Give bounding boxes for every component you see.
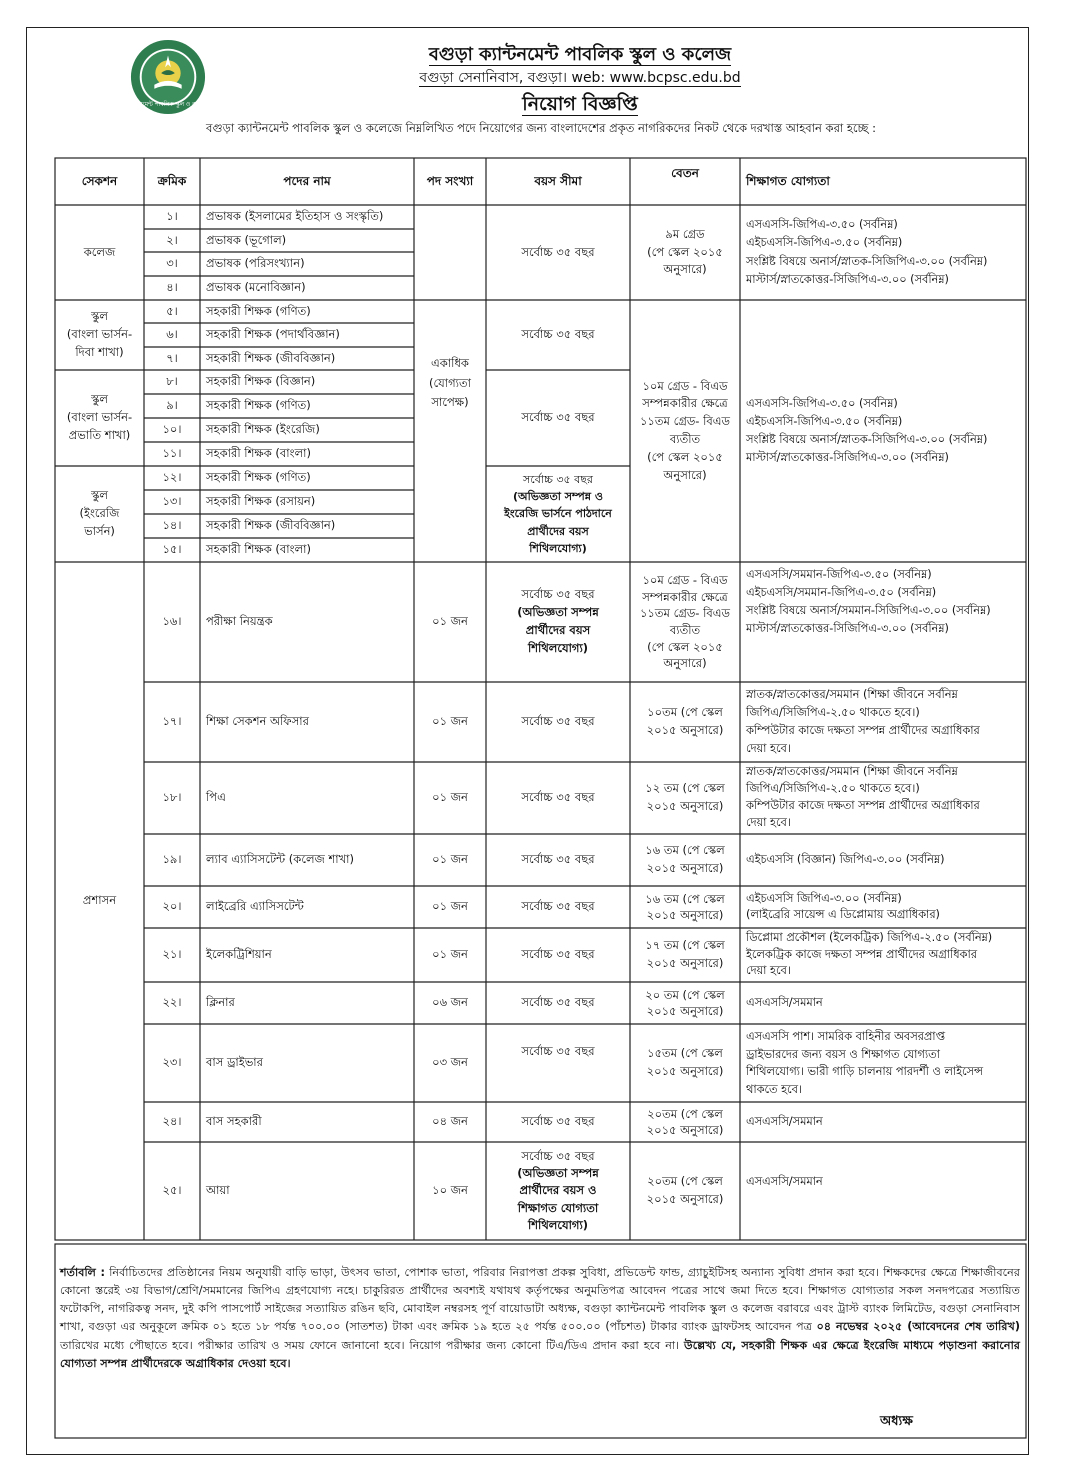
post-count-cell: ০১ জন <box>432 852 468 867</box>
salary-cell: ১৬ তম (পে স্কেল ২০১৫ অনুসারে) <box>645 891 725 922</box>
serial-cell: ১৭। <box>162 714 182 729</box>
section-college: কলেজ <box>83 244 116 259</box>
post-count-cell: ০৩ জন <box>432 1055 468 1070</box>
post-name-cell: সহকারী শিক্ষক (ইংরেজি) <box>206 422 320 437</box>
qualification-cell: এসএসসি/সমমান <box>746 995 823 1009</box>
intro-text: বগুড়া ক্যান্টনমেন্ট পাবলিক স্কুল ও কলেজে নিম্নলিখিত পদে নিয়োগের জন্য বাংলাদেশের প্রকৃত নাগরিকদের নিকট থেকে দরখাস্ত আহবান করা হচ্ছে : <box>206 121 876 135</box>
age-limit-cell: সর্বোচ্চ ৩৫ বছর <box>521 899 595 914</box>
institution-logo-icon <box>110 38 226 116</box>
post-name-cell: সহকারী শিক্ষক (বাংলা) <box>206 542 311 557</box>
post-name-cell: প্রভাষক (মনোবিজ্ঞান) <box>206 280 306 295</box>
post-count-cell: ১০ জন <box>432 1183 468 1198</box>
age-limit-cell: সর্বোচ্চ ৩৫ বছর <box>521 714 595 729</box>
post-name-cell: শিক্ষা সেকশন অফিসার <box>206 714 309 729</box>
col-header-qualification: শিক্ষাগত যোগ্যতা <box>746 174 830 189</box>
post-count-cell: ০১ জন <box>432 899 468 914</box>
post-count-cell: ০৬ জন <box>432 995 468 1010</box>
col-header-post: পদের নাম <box>283 174 331 189</box>
post-name-cell: সহকারী শিক্ষক (গণিত) <box>206 398 311 413</box>
salary-cell: ২০তম (পে স্কেল ২০১৫ অনুসারে) <box>646 1106 724 1137</box>
post-name-cell: প্রভাষক (ভূগোল) <box>206 232 287 247</box>
post-name-cell: ইলেকট্রিশিয়ান <box>206 947 272 962</box>
qualification-cell: এসএসসি/সমমান <box>746 1114 823 1128</box>
post-name-cell: আয়া <box>206 1183 230 1198</box>
logo-year: বগুড়া ক্যান্টনমেন্ট পাবলিক স্কুল ও কলেজ ১৯৭৯ <box>110 102 226 109</box>
signature-principal: অধ্যক্ষ <box>880 1414 913 1429</box>
qualification-cell: এসএসসি পাশ। সামরিক বাহিনীর অবসরপ্রাপ্ত ড্রাইভারদের জন্য বয়স ও শিক্ষাগত যোগ্যতা শিথিলযোগ্য। ভারী গাড়ি চালনায় পারদর্শী ও লাইসেন্স থাকতে হবে। <box>746 1030 983 1096</box>
serial-cell: ১৫। <box>162 542 182 557</box>
age-limit-cell: সর্বোচ্চ ৩৫ বছর <box>521 1114 595 1129</box>
serial-cell: ১৬। <box>162 614 182 629</box>
post-count-cell: ০১ জন <box>432 714 468 729</box>
post-count-cell: ০১ জন <box>432 790 468 805</box>
serial-cell: ১১। <box>162 446 182 461</box>
post-count-cell: ০৪ জন <box>432 1114 468 1129</box>
post-name-cell: পরীক্ষা নিয়ন্ত্রক <box>206 614 273 629</box>
salary-cell: ১২ তম (পে স্কেল ২০১৫ অনুসারে) <box>645 781 725 813</box>
post-count-cell: ০১ জন <box>432 947 468 962</box>
age-limit-cell: সর্বোচ্চ ৩৫ বছর <box>521 995 595 1010</box>
qualification-college: এসএসসি-জিপিএ-৩.৫০ (সর্বনিম্ন) এইচএসসি-জিপিএ-৩.৫০ (সর্বনিম্ন) সংশ্লিষ্ট বিষয়ে অনার্স/স্নাতক-সিজিপিএ-৩.০০ (সর্বনিম্ন) মাস্টার্স/স্নাতকোত্তর-সিজিপিএ-৩.০০ (সর্বনিম্ন) <box>746 218 988 286</box>
post-name-cell: বাস সহকারী <box>206 1114 262 1129</box>
qualification-cell: এইচএসসি জিপিএ-৩.০০ (সর্বনিম্ন) (লাইব্রেরি সায়েন্স এ ডিপ্লোমায় অগ্রাধিকার) <box>746 891 940 921</box>
qualification-school: এসএসসি-জিপিএ-৩.৫০ (সর্বনিম্ন) এইচএসসি-জিপিএ-৩.৫০ (সর্বনিম্ন) সংশ্লিষ্ট বিষয়ে অনার্স/স্নাতক-সিজিপিএ-৩.০০ (সর্বনিম্ন) মাস্টার্স/স্নাতকোত্তর-সিজিপিএ-৩.০০ (সর্বনিম্ন) <box>746 396 988 465</box>
post-name-cell: সহকারী শিক্ষক (গণিত) <box>206 470 311 485</box>
serial-cell: ২৫। <box>162 1183 182 1198</box>
age-limit-cell: সর্বোচ্চ ৩৫ বছর <box>521 790 595 805</box>
terms-text: নির্বাচিতদের প্রতিষ্ঠানের নিয়ম অনুযায়ী বাড়ি ভাড়া, উৎসব ভাতা, পোশাক ভাতা, পরিবার নিরাপত্তা প্রকল্প সুবিধা, প্রভিডেন্ট ফান্ড, গ্র্যাচুইটিসহ অন্যান্য সুবিধা প্রদান করা হবে। শিক্ষকদের ক্ষেত্রে শিক্ষাজীবনের কোনো স্তরেই ৩য় বিভাগ/শ্রেণি/সমমানের জিপিএ গ্রহণযোগ্য নহে। চাকুরিরত প্রার্থীদের অবশ্যই যথাযথ কর্তৃপক্ষের অনুমতিপত্র আবেদন পত্রের সাথে জমা দিতে হবে। শিক্ষাগত যোগ্যতার সকল সনদপত্রের সত্যায়িত ফটোকপি, নাগরিকত্ব সনদ, দুই কপি পাসপোর্ট সাইজের সত্যায়িত রঙিন ছবি, মোবাইল নম্বরসহ পূর্ণ বায়োডাটা অধ্যক্ষ, বগুড়া ক্যান্টনমেন্ট পাবলিক স্কুল ও কলেজ বরাবরে এবং ট্রাস্ট ব্যাংক লিমিটেড, বগুড়া সেনানিবাস শাখা, বগুড়া এর অনুকূলে ক্রমিক ০১ হতে ১৮ পর্যন্ত ৭০০.০০ (সাতশত) টাকা এবং ক্রমিক ১৯ হতে ২৫ পর্যন্ত ৫০০.০০ (পাঁচশত) টাকার ব্যাংক ড্রাফটসহ আবেদন পত্র <box>60 1266 1020 1334</box>
age-limit-cell: সর্বোচ্চ ৩৫ বছর (অভিজ্ঞতা সম্পন্ন প্রার্থীদের বয়স ও শিক্ষাগত যোগ্যতা শিথিলযোগ্য) <box>517 1148 599 1232</box>
serial-cell: ৮। <box>166 374 178 389</box>
post-name-cell: ল্যাব এ্যাসিসটেন্ট (কলেজ শাখা) <box>206 852 354 867</box>
serial-cell: ২৪। <box>162 1114 182 1129</box>
salary-cell: ১৫তম (পে স্কেল ২০১৫ অনুসারে) <box>646 1046 724 1078</box>
age-limit-school-morning: সর্বোচ্চ ৩৫ বছর <box>521 410 595 425</box>
age-limit-cell: সর্বোচ্চ ৩৫ বছর (অভিজ্ঞতা সম্পন্ন প্রার্থীদের বয়স শিথিলযোগ্য) <box>517 587 599 655</box>
qualification-cell: এসএসসি/সমমান <box>746 1174 823 1188</box>
post-name-cell: সহকারী শিক্ষক (পদার্থবিজ্ঞান) <box>206 327 340 342</box>
priority-note: উল্লেখ্য যে, সহকারী শিক্ষক এর ক্ষেত্রে ইংরেজি মাধ্যমে পড়াশুনা করানোর যোগ্যতা সম্পন্ন প্রার্থীদেরকে অগ্রাধিকার দেওয়া হবে। <box>60 1338 1020 1370</box>
salary-college: ৯ম গ্রেড (পে স্কেল ২০১৫ অনুসারে) <box>647 226 723 277</box>
age-limit-cell: সর্বোচ্চ ৩৫ বছর <box>521 1044 595 1059</box>
salary-cell: ২০তম (পে স্কেল ২০১৫ অনুসারে) <box>646 1174 724 1206</box>
col-header-count: পদ সংখ্যা <box>426 174 474 189</box>
post-name-cell: ক্লিনার <box>206 995 235 1010</box>
serial-cell: ২৩। <box>162 1055 182 1070</box>
post-name-cell: সহকারী শিক্ষক (জীববিজ্ঞান) <box>206 518 336 533</box>
salary-cell: ১০তম (পে স্কেল ২০১৫ অনুসারে) <box>646 705 724 737</box>
serial-cell: ২২। <box>162 995 182 1010</box>
serial-cell: ১। <box>166 209 178 224</box>
notice-title: নিয়োগ বিজ্ঞপ্তি <box>522 93 638 115</box>
col-header-salary: বেতন <box>671 165 699 180</box>
col-header-section: সেকশন <box>81 174 118 189</box>
section-admin: প্রশাসন <box>82 893 117 908</box>
qualification-cell: স্নাতক/স্নাতকোত্তর/সমমান (শিক্ষা জীবনে সর্বনিম্ন জিপিএ/সিজিপিএ-২.৫০ থাকতে হবে।) কম্পিউটার কাজে দক্ষতা সম্পন্ন প্রার্থীদের অগ্রাধিকার দেয়া হবে। <box>746 687 980 756</box>
serial-cell: ৭। <box>166 350 178 365</box>
age-limit-cell: সর্বোচ্চ ৩৫ বছর <box>521 947 595 962</box>
institution-address: বগুড়া সেনানিবাস, বগুড়া। web: www.bcpsc.edu.bd <box>419 70 741 86</box>
post-name-cell: সহকারী শিক্ষক (রসায়ন) <box>206 494 316 509</box>
col-header-serial: ক্রমিক <box>157 174 187 189</box>
serial-cell: ২। <box>166 232 178 247</box>
salary-cell: ২০ তম (পে স্কেল ২০১৫ অনুসারে) <box>645 987 725 1018</box>
serial-cell: ৬। <box>166 327 178 342</box>
terms-label: শর্তাবলি : <box>60 1266 106 1279</box>
serial-cell: ১০। <box>162 422 182 437</box>
section-school-bangla-morning: স্কুল (বাংলা ভার্সন- প্রভাতি শাখা) <box>66 392 133 442</box>
qualification-cell: এসএসসি/সমমান-জিপিএ-৩.৫০ (সর্বনিম্ন) এইচএসসি/সমমান-জিপিএ-৩.৫০ (সর্বনিম্ন) সংশ্লিষ্ট বিষয়ে অনার্স/সমমান-সিজিপিএ-৩.০০ (সর্বনিম্ন) মাস্টার্স/স্নাতকোত্তর-সিজিপিএ-৩.০০ (সর্বনিম্ন) <box>746 567 991 636</box>
salary-cell: ১৬ তম (পে স্কেল ২০১৫ অনুসারে) <box>645 843 725 875</box>
post-name-cell: সহকারী শিক্ষক (জীববিজ্ঞান) <box>206 350 336 365</box>
terms-and-conditions <box>60 1264 1020 1373</box>
terms-text-2: তারিখের মধ্যে পৌছাতে হবে। পরীক্ষার তারিখ ও সময় ফোনে জানানো হবে। নিয়োগ পরীক্ষার জন্য কোনো টিএ/ডিএ প্রদান করা হবে না। <box>60 1338 685 1352</box>
post-name-cell: প্রভাষক (পরিসংখ্যান) <box>206 256 305 271</box>
serial-cell: ৫। <box>166 303 178 318</box>
age-limit-college: সর্বোচ্চ ৩৫ বছর <box>521 244 595 259</box>
serial-cell: ৯। <box>166 398 178 413</box>
salary-cell: ১৭ তম (পে স্কেল ২০১৫ অনুসারে) <box>645 938 725 970</box>
institution-name: বগুড়া ক্যান্টনমেন্ট পাবলিক স্কুল ও কলেজ <box>428 44 732 65</box>
salary-school: ১০ম গ্রেড - বিএড সম্পন্নকারীর ক্ষেত্রে ১১তম গ্রেড- বিএড ব্যতীত (পে স্কেল ২০১৫ অনুসারে) <box>639 378 731 482</box>
serial-cell: ১৩। <box>162 494 182 509</box>
qualification-cell: স্নাতক/স্নাতকোত্তর/সমমান (শিক্ষা জীবনে সর্বনিম্ন জিপিএ/সিজিপিএ-২.৫০ থাকতে হবে।) কম্পিউটার কাজে দক্ষতা সম্পন্ন প্রার্থীদের অগ্রাধিকার দেয়া হবে। <box>746 765 980 829</box>
post-count-cell: ০১ জন <box>432 614 468 629</box>
serial-cell: ২১। <box>162 947 182 962</box>
serial-cell: ৪। <box>166 280 178 295</box>
qualification-cell: ডিপ্লোমা প্রকৌশল (ইলেকট্রিক) জিপিএ-২.৫০ (সর্বনিম্ন) ইলেকট্রিক কাজে দক্ষতা সম্পন্ন প্রার্থীদের অগ্রাধিকার দেয়া হবে। <box>746 931 993 978</box>
serial-cell: ৩। <box>166 256 178 271</box>
age-limit-school-day: সর্বোচ্চ ৩৫ বছর <box>521 327 595 342</box>
section-school-bangla-day: স্কুল (বাংলা ভার্সন- দিবা শাখা) <box>66 309 133 359</box>
post-name-cell: প্রভাষক (ইসলামের ইতিহাস ও সংস্কৃতি) <box>206 209 384 224</box>
serial-cell: ২০। <box>162 899 182 914</box>
col-header-age: বয়স সীমা <box>534 174 582 189</box>
application-deadline: ০৪ নভেম্বর ২০২৫ (আবেদনের শেষ তারিখ) <box>816 1320 1020 1334</box>
post-name-cell: পিএ <box>206 790 226 805</box>
age-limit-school-english: সর্বোচ্চ ৩৫ বছর (অভিজ্ঞতা সম্পন্ন ও ইংরেজি ভার্সনে পাঠদানে প্রার্থীদের বয়স শিথিলযোগ্য) <box>504 473 612 555</box>
salary-cell: ১০ম গ্রেড - বিএড সম্পন্নকারীর ক্ষেত্রে ১১তম গ্রেড- বিএড ব্যতীত (পে স্কেল ২০১৫ অনুসারে) <box>639 572 731 671</box>
serial-cell: ১৪। <box>162 518 182 533</box>
teacher-post-count: একাধিক (যোগ্যতা সাপেক্ষ) <box>429 356 471 410</box>
post-name-cell: সহকারী শিক্ষক (বিজ্ঞান) <box>206 374 316 389</box>
serial-cell: ১৮। <box>162 790 182 805</box>
post-name-cell: লাইব্রেরি এ্যাসিসটেন্ট <box>206 899 304 914</box>
age-limit-cell: সর্বোচ্চ ৩৫ বছর <box>521 852 595 867</box>
qualification-cell: এইচএসসি (বিজ্ঞান) জিপিএ-৩.০০ (সর্বনিম্ন) <box>746 852 945 866</box>
post-name-cell: বাস ড্রাইভার <box>206 1055 263 1070</box>
post-name-cell: সহকারী শিক্ষক (গণিত) <box>206 303 311 318</box>
post-name-cell: সহকারী শিক্ষক (বাংলা) <box>206 446 311 461</box>
serial-cell: ১৯। <box>162 852 182 867</box>
section-school-english: স্কুল (ইংরেজি ভার্সন) <box>79 488 120 538</box>
serial-cell: ১২। <box>162 470 182 485</box>
